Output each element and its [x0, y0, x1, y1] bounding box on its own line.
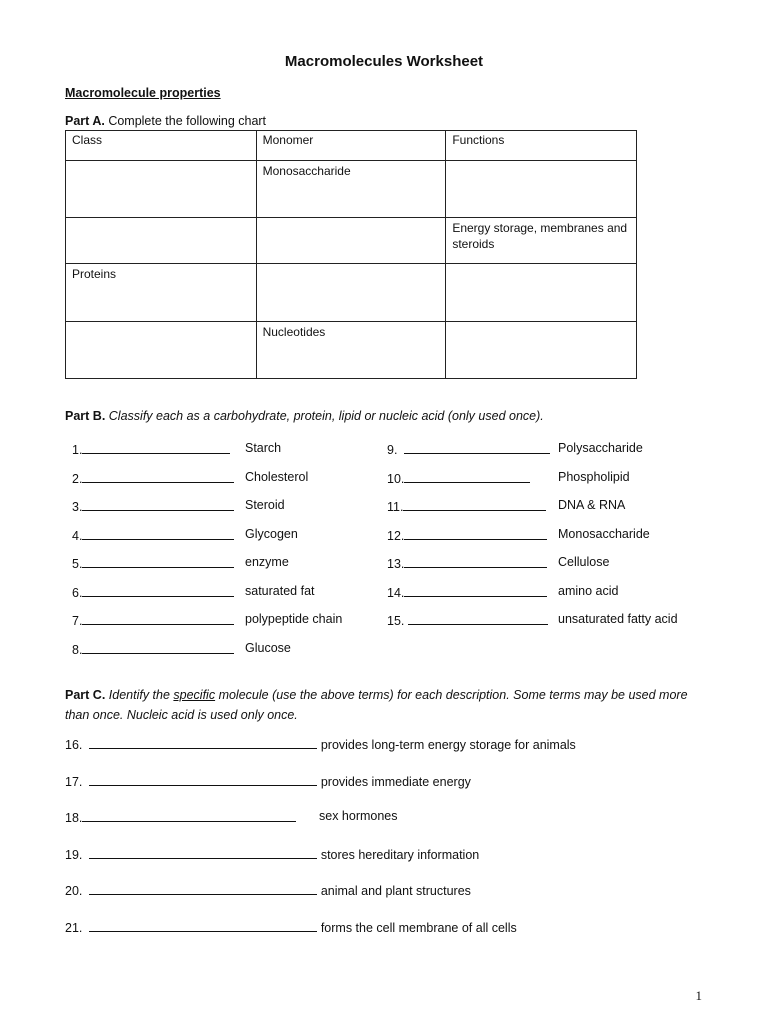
- list-item: [65, 919, 517, 935]
- item-number: 20.: [65, 884, 83, 898]
- list-item: [387, 470, 530, 486]
- part-c-text-emph: specific: [173, 688, 216, 702]
- answer-blank[interactable]: [82, 809, 296, 822]
- item-number: 19.: [65, 848, 83, 862]
- item-term: Phospholipid: [558, 470, 630, 484]
- item-number: 2.: [72, 472, 83, 486]
- chart-cell[interactable]: Proteins: [66, 264, 257, 322]
- list-item: [65, 773, 471, 789]
- item-description: forms the cell membrane of all cells: [320, 921, 517, 935]
- part-b-text: Classify each as a carbohydrate, protein, lipid or nucleic acid (only used once).: [108, 409, 544, 423]
- list-item: [387, 555, 547, 571]
- item-number: 17.: [65, 775, 83, 789]
- part-b-instruction: [65, 409, 544, 423]
- answer-blank[interactable]: [89, 773, 317, 786]
- item-number: 1.: [72, 443, 83, 457]
- part-a-instruction: [65, 114, 266, 128]
- item-number: 8.: [72, 643, 83, 657]
- chart-cell[interactable]: [66, 161, 257, 218]
- answer-blank[interactable]: [403, 498, 546, 511]
- item-number: 4.: [72, 529, 83, 543]
- list-item: [72, 612, 234, 628]
- chart-row: [66, 264, 637, 322]
- list-item: [65, 846, 479, 862]
- list-item: [387, 441, 550, 457]
- item-term: enzyme: [245, 555, 289, 569]
- chart-row: [66, 161, 637, 218]
- item-number: 3.: [72, 500, 83, 514]
- item-description: provides immediate energy: [320, 775, 471, 789]
- answer-blank[interactable]: [82, 527, 234, 540]
- chart-cell[interactable]: Nucleotides: [256, 322, 446, 379]
- list-item: [72, 527, 234, 543]
- chart-row: [66, 322, 637, 379]
- header-class: Class: [66, 131, 257, 161]
- item-term: Steroid: [245, 498, 285, 512]
- answer-blank[interactable]: [82, 641, 234, 654]
- item-term: Polysaccharide: [558, 441, 643, 455]
- part-c-instruction: [65, 685, 715, 725]
- item-term: Cellulose: [558, 555, 610, 569]
- answer-blank[interactable]: [408, 612, 548, 625]
- item-number: 6.: [72, 586, 83, 600]
- item-description: stores hereditary information: [320, 848, 480, 862]
- chart-cell[interactable]: [446, 322, 637, 379]
- chart-cell[interactable]: [446, 264, 637, 322]
- answer-blank[interactable]: [82, 555, 234, 568]
- list-item: [65, 882, 471, 898]
- chart-cell[interactable]: [256, 264, 446, 322]
- item-number: 13.: [387, 557, 405, 571]
- item-term: amino acid: [558, 584, 619, 598]
- part-a-label: Part A.: [65, 114, 105, 128]
- list-item: [65, 809, 296, 825]
- item-term: Cholesterol: [245, 470, 309, 484]
- answer-blank[interactable]: [89, 882, 317, 895]
- item-term: Monosaccharide: [558, 527, 650, 541]
- part-c-label: Part C.: [65, 688, 106, 702]
- header-functions: Functions: [446, 131, 637, 161]
- list-item: [72, 441, 230, 457]
- answer-blank[interactable]: [82, 584, 234, 597]
- item-description: animal and plant structures: [320, 884, 471, 898]
- answer-blank[interactable]: [82, 470, 234, 483]
- item-term: Glucose: [245, 641, 291, 655]
- answer-blank[interactable]: [82, 498, 234, 511]
- section-heading: Macromolecule properties: [65, 86, 221, 100]
- answer-blank[interactable]: [89, 919, 317, 932]
- list-item: [72, 470, 234, 486]
- part-c-text-post: molecule (use the above terms) for each description. Some terms may be used more than once. Nucleic acid is used only once.: [65, 688, 688, 722]
- item-number: 18.: [65, 811, 83, 825]
- answer-blank[interactable]: [404, 470, 530, 483]
- item-number: 21.: [65, 921, 83, 935]
- answer-blank[interactable]: [82, 612, 234, 625]
- answer-blank[interactable]: [89, 736, 317, 749]
- list-item: [387, 498, 546, 514]
- list-item: [72, 555, 234, 571]
- page-title: Macromolecules Worksheet: [284, 53, 484, 70]
- answer-blank[interactable]: [82, 441, 230, 454]
- answer-blank[interactable]: [404, 584, 547, 597]
- item-number: 16.: [65, 738, 83, 752]
- list-item: [387, 527, 547, 543]
- chart-header-row: [66, 131, 637, 161]
- answer-blank[interactable]: [404, 555, 547, 568]
- part-a-text: Complete the following chart: [108, 114, 267, 128]
- item-term: DNA & RNA: [558, 498, 626, 512]
- properties-chart: [65, 130, 637, 379]
- part-c-text-pre: Identify the: [108, 688, 174, 702]
- answer-blank[interactable]: [89, 846, 317, 859]
- item-number: 10.: [387, 472, 405, 486]
- list-item: [72, 641, 234, 657]
- list-item: [72, 584, 234, 600]
- list-item: [72, 498, 234, 514]
- answer-blank[interactable]: [404, 527, 547, 540]
- item-number: 14.: [387, 586, 405, 600]
- list-item: [65, 736, 576, 752]
- item-term: polypeptide chain: [245, 612, 343, 626]
- list-item: [387, 612, 548, 628]
- header-monomer: Monomer: [256, 131, 446, 161]
- chart-cell[interactable]: Energy storage, membranes and steroids: [446, 218, 637, 264]
- item-number: 7.: [72, 614, 83, 628]
- chart-cell[interactable]: [66, 218, 257, 264]
- list-item: [387, 584, 547, 600]
- item-term: Starch: [245, 441, 282, 455]
- item-number: 11.: [387, 500, 404, 514]
- item-description: provides long-term energy storage for animals: [320, 738, 576, 752]
- item-number: 9.: [387, 443, 398, 457]
- answer-blank[interactable]: [404, 441, 550, 454]
- item-number: 15.: [387, 614, 405, 628]
- chart-row: [66, 218, 637, 264]
- page-number: 1: [695, 988, 702, 1003]
- item-description: sex hormones: [319, 809, 398, 823]
- item-number: 12.: [387, 529, 405, 543]
- chart-cell[interactable]: Monosaccharide: [256, 161, 446, 218]
- chart-cell[interactable]: [446, 161, 637, 218]
- item-number: 5.: [72, 557, 83, 571]
- part-b-label: Part B.: [65, 409, 106, 423]
- chart-cell[interactable]: [256, 218, 446, 264]
- item-term: saturated fat: [245, 584, 315, 598]
- item-term: unsaturated fatty acid: [558, 612, 678, 626]
- item-term: Glycogen: [245, 527, 298, 541]
- chart-cell[interactable]: [66, 322, 257, 379]
